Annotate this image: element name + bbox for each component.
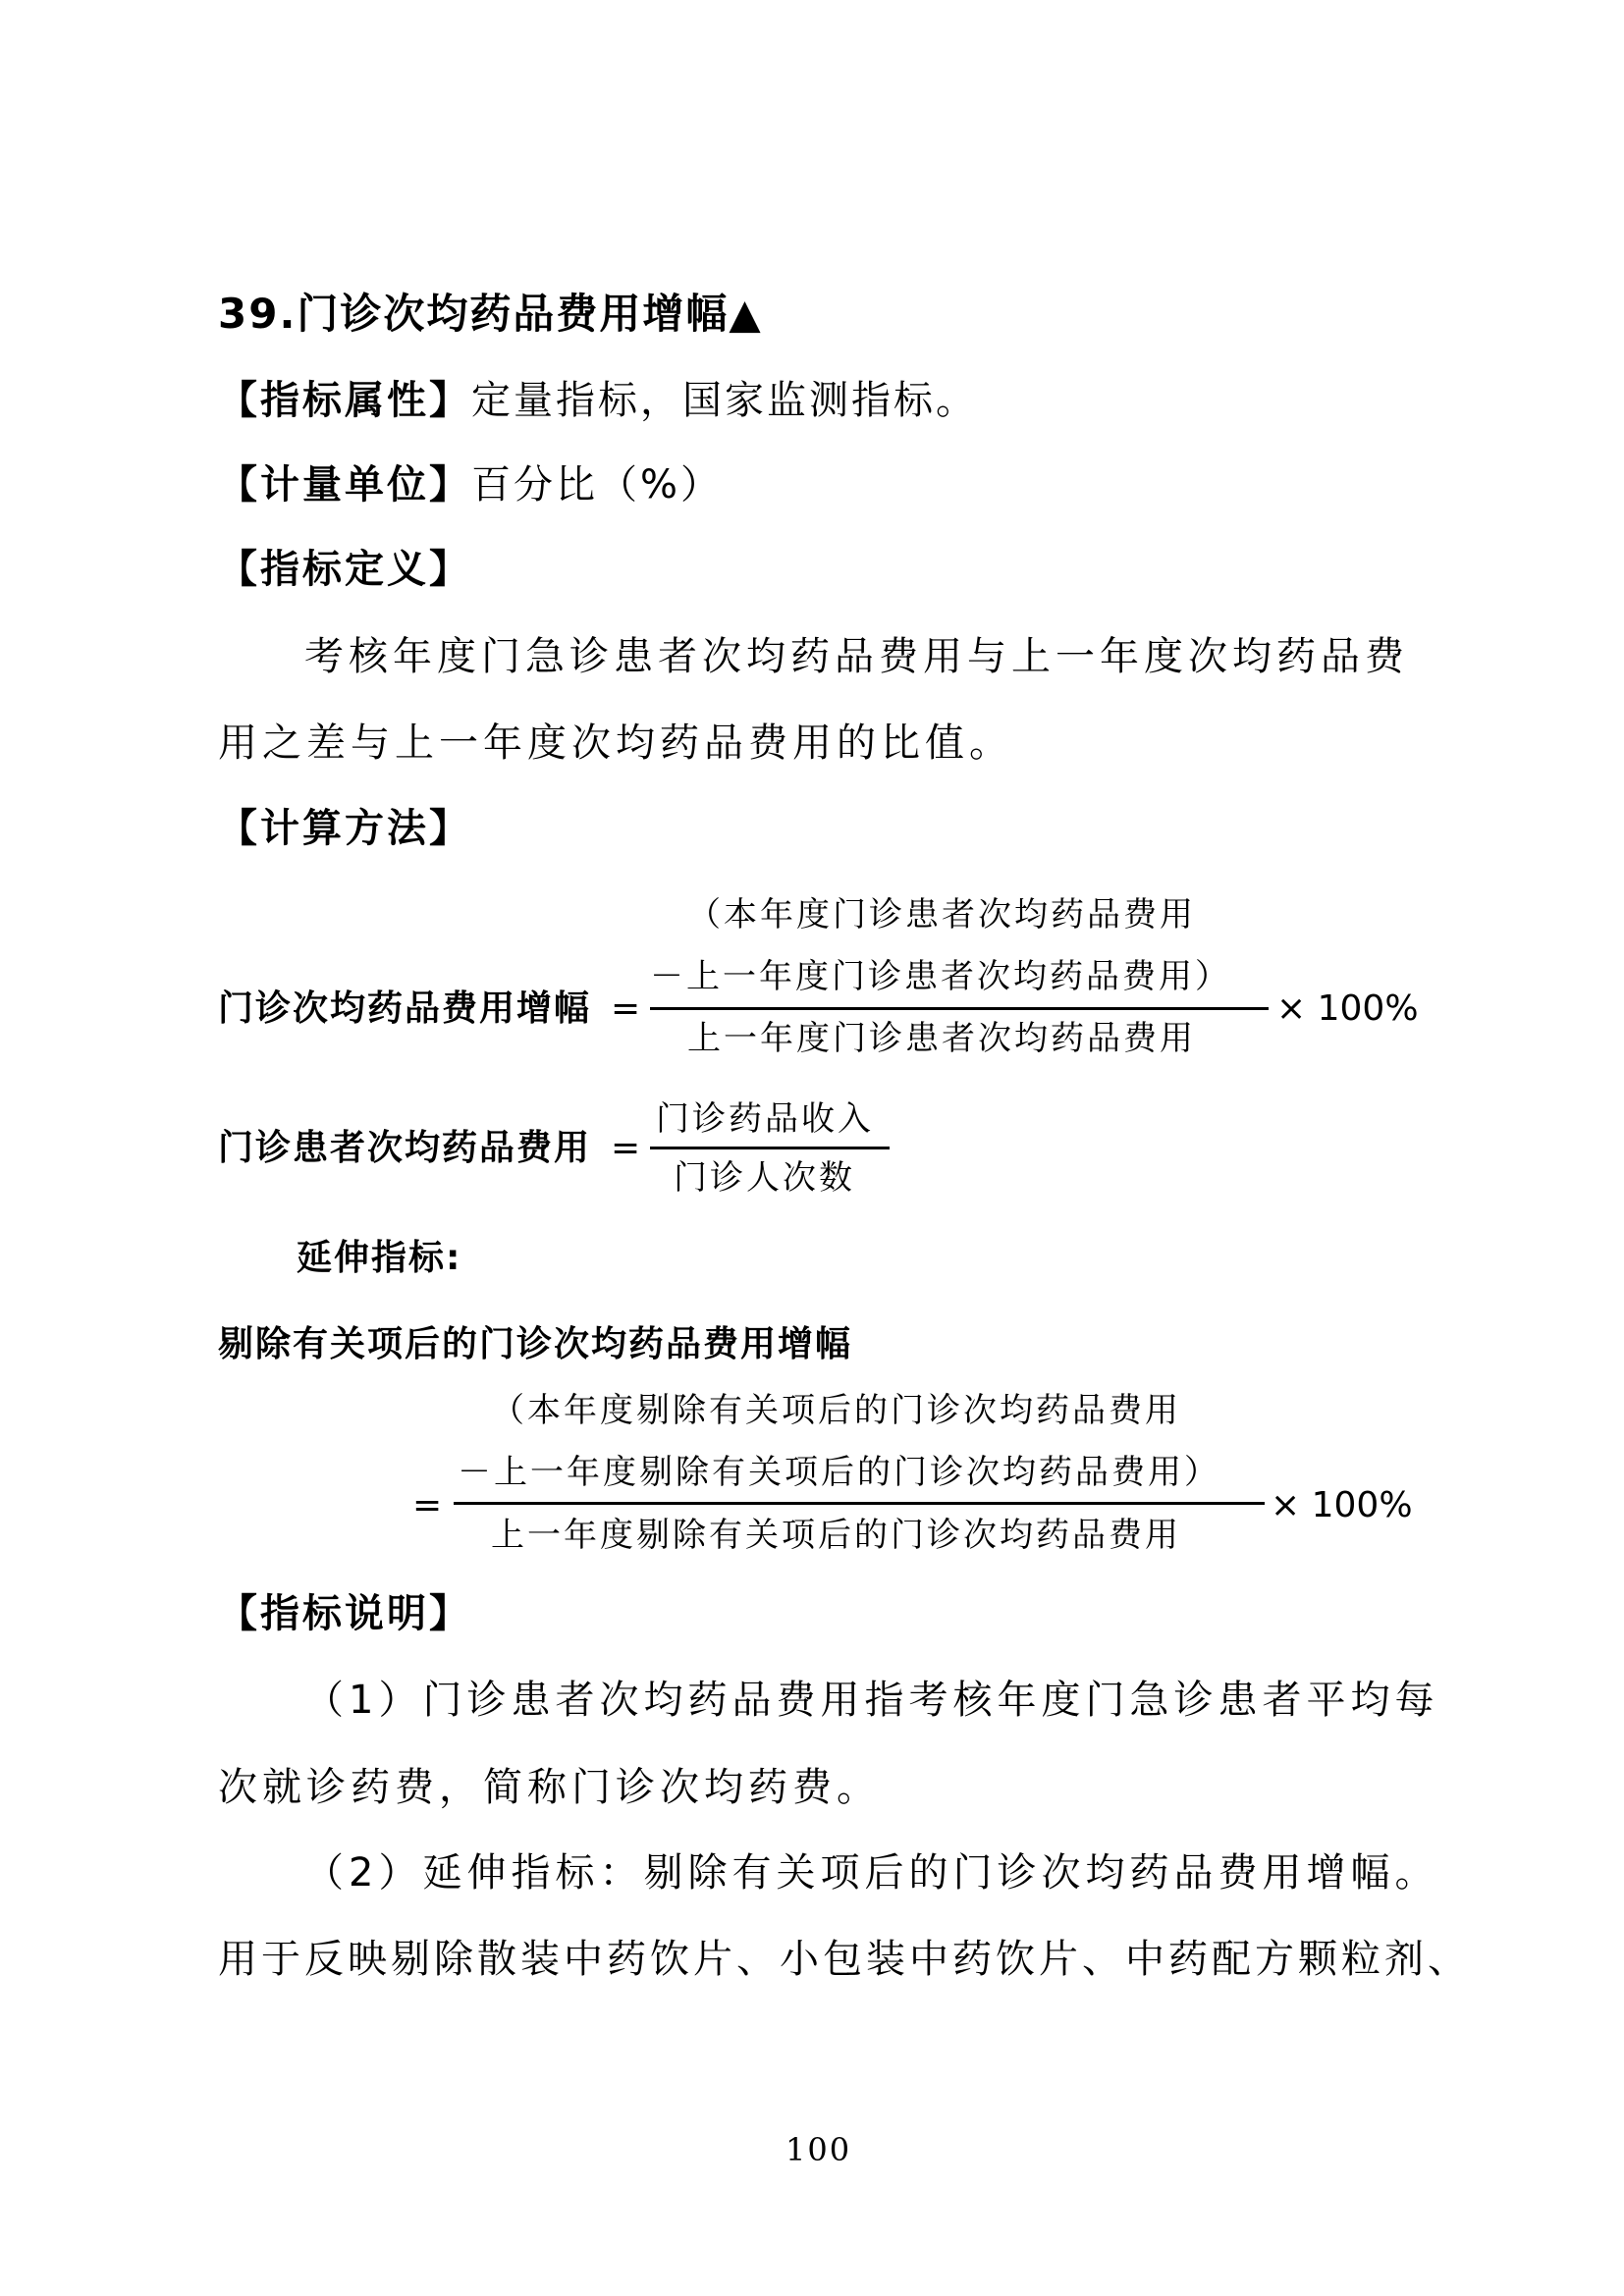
unit-text: 百分比（%）	[471, 462, 724, 507]
notes-paragraph-1-line-2: 次就诊药费，简称门诊次均药费。	[218, 1765, 881, 1810]
heading-number: 39.	[218, 290, 298, 338]
definition-label: 【指标定义】	[218, 547, 471, 592]
section-heading	[218, 291, 763, 338]
formula-2-numerator: 门诊药品收入	[656, 1099, 874, 1139]
formula-2-lhs: 门诊患者次均药品费用	[218, 1128, 592, 1168]
unit-line	[218, 461, 723, 508]
formula-3-fraction-bar	[454, 1502, 1265, 1505]
formula-3-equals: =	[412, 1485, 443, 1525]
method-label: 【计算方法】	[218, 806, 471, 851]
notes-paragraph-2-line-1: （2）延伸指标：剔除有关项后的门诊次均药品费用增幅。	[304, 1850, 1439, 1896]
unit-label: 【计量单位】	[218, 462, 471, 507]
notes-label: 【指标说明】	[218, 1591, 471, 1636]
formula-3-multiplier: × 100%	[1271, 1485, 1413, 1525]
attribute-line	[218, 377, 978, 424]
definition-line-2: 用之差与上一年度次均药品费用的比值。	[218, 721, 1013, 766]
notes-paragraph-1-line-1: （1）门诊患者次均药品费用指考核年度门急诊患者平均每	[304, 1678, 1439, 1723]
formula-1-numerator-line-2: －上一年度门诊患者次均药品费用）	[650, 957, 1231, 996]
triangle-marker-icon: ▲	[729, 290, 763, 338]
formula-1-equals: =	[611, 988, 641, 1029]
page-number: 100	[785, 2131, 852, 2168]
notes-paragraph-2-line-2: 用于反映剔除散装中药饮片、小包装中药饮片、中药配方颗粒剂、	[218, 1937, 1471, 1982]
formula-1-numerator-line-1: （本年度门诊患者次均药品费用	[687, 895, 1196, 934]
extension-name: 剔除有关项后的门诊次均药品费用增幅	[218, 1324, 853, 1364]
formula-2-equals: =	[611, 1128, 641, 1168]
formula-2-fraction-bar	[650, 1147, 890, 1149]
heading-title: 门诊次均药品费用增幅	[297, 290, 730, 338]
formula-2-denominator: 门诊人次数	[674, 1158, 855, 1198]
formula-3-numerator-line-2: －上一年度剔除有关项后的门诊次均药品费用）	[458, 1453, 1220, 1492]
formula-1-denominator: 上一年度门诊患者次均药品费用	[687, 1019, 1196, 1058]
formula-3-denominator: 上一年度剔除有关项后的门诊次均药品费用	[491, 1516, 1181, 1555]
formula-1-multiplier: × 100%	[1276, 988, 1419, 1029]
formula-1-fraction-bar	[650, 1007, 1269, 1010]
extension-label: 延伸指标:	[297, 1238, 462, 1278]
attribute-label: 【指标属性】	[218, 378, 471, 423]
formula-1-lhs: 门诊次均药品费用增幅	[218, 988, 592, 1029]
attribute-text: 定量指标，国家监测指标。	[471, 378, 978, 423]
definition-line-1: 考核年度门急诊患者次均药品费用与上一年度次均药品费	[304, 634, 1409, 679]
formula-3-numerator-line-1: （本年度剔除有关项后的门诊次均药品费用	[491, 1391, 1181, 1430]
